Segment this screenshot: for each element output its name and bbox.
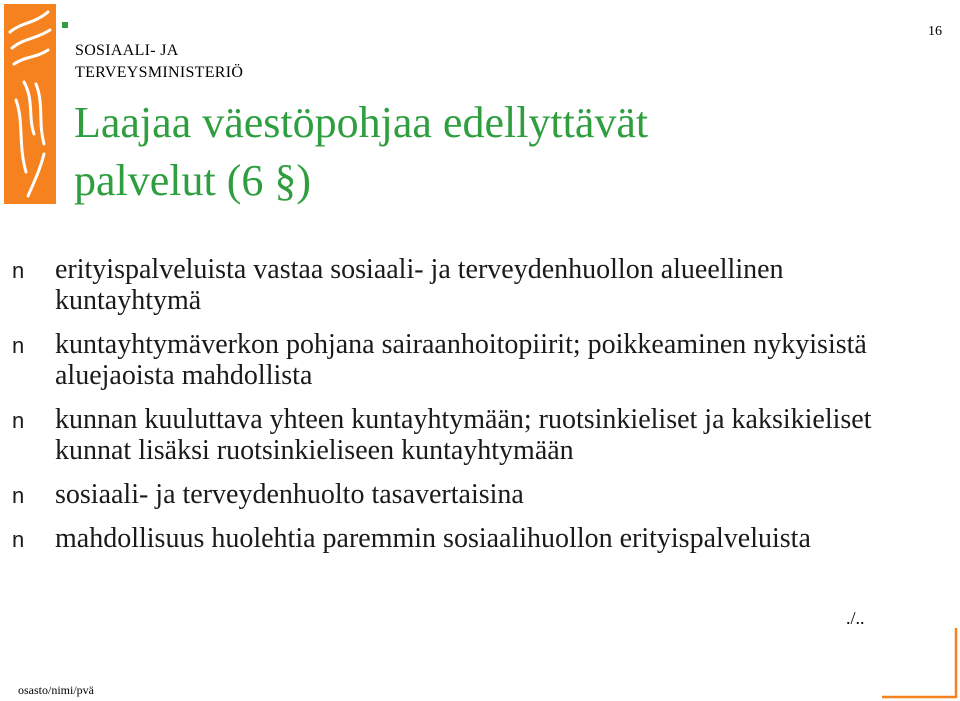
bullet-icon: n [12,258,25,283]
continued-marker: ./.. [846,608,865,628]
org-name [75,40,243,84]
slide-title [74,94,774,210]
org-name-line2: TERVEYSMINISTERIÖ [75,64,244,81]
slide-title-line2: palvelut (6 §) [74,156,312,205]
bullet-icon: n [12,333,25,358]
slide-title-line1: Laajaa väestöpohjaa edellyttävät [74,98,649,147]
footer-text: osasto/nimi/pvä [18,683,94,697]
accent-square [62,22,68,28]
list-item [12,479,932,510]
bullet-icon: n [12,483,25,508]
list-item [12,523,932,554]
page-number: 16 [928,24,942,39]
bullet-icon: n [12,408,25,433]
list-item [12,329,932,391]
bullet-icon: n [12,527,25,552]
bullet-text: erityispalveluista vastaa sosiaali- ja terveydenhuollon alueellinen kuntayhtymä [55,254,784,316]
ministry-flame-logo-icon [4,4,56,204]
bullet-text: mahdollisuus huolehtia paremmin sosiaalihuollon erityispalveluista [55,523,811,554]
bullet-list [12,254,932,567]
bullet-text: kunnan kuuluttava yhteen kuntayhtymään; ruotsinkieliset ja kaksikieliset kunnat lisäksi ruotsinkieliseen kuntayhtymään [55,404,872,466]
org-name-line1: SOSIAALI- JA [75,42,179,59]
bullet-text: sosiaali- ja terveydenhuolto tasavertaisina [55,479,524,510]
list-item [12,404,932,466]
list-item [12,254,932,316]
bullet-text: kuntayhtymäverkon pohjana sairaanhoitopiirit; poikkeaminen nykyisistä aluejaoista mahdollista [55,329,867,391]
corner-decoration-icon [880,624,960,701]
